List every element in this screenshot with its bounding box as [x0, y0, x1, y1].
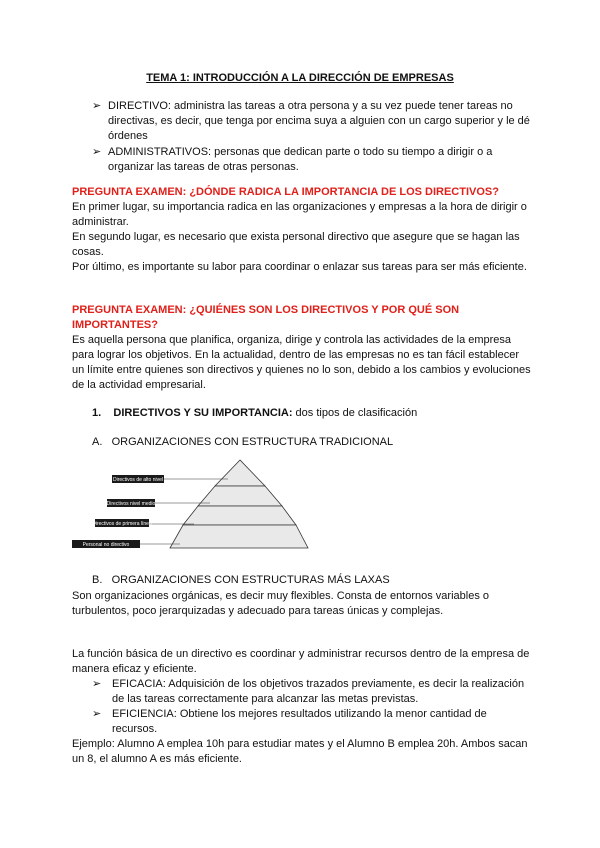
exam-question-heading: PREGUNTA EXAMEN: ¿QUIÉNES SON LOS DIRECTIVOS Y POR QUÉ SON IMPORTANTES?	[72, 304, 460, 331]
section-title-rest: dos tipos de clasificación	[292, 407, 418, 419]
bullet-eficiencia	[92, 707, 532, 737]
section-heading	[92, 407, 417, 419]
bullet-text: EFICACIA: Adquisición de los objetivos trazados previamente, es decir la realización de las tareas correctamente para alcanzar las metas previstas.	[112, 678, 525, 705]
pyramid-label: Personal no directivo	[82, 542, 130, 548]
arrow-bullet-icon: ➢	[92, 146, 102, 158]
section-number: 1.	[92, 407, 102, 419]
subsection-a	[92, 436, 393, 448]
exam-question-heading: PREGUNTA EXAMEN: ¿DÓNDE RADICA LA IMPORTANCIA DE LOS DIRECTIVOS?	[72, 186, 499, 198]
paragraph: En segundo lugar, es necesario que exista personal directivo que asegure que se hagan las cosas.	[72, 231, 520, 258]
subsection-text: ORGANIZACIONES CON ESTRUCTURA TRADICIONAL	[111, 436, 394, 448]
pyramid-level-first-line	[183, 506, 296, 525]
subsection-letter: B.	[92, 574, 103, 586]
paragraph: Es aquella persona que planifica, organiza, dirige y controla las actividades de la empresa para lograr los objetivos. En la actualidad, dentro de las empresas no es tan fácil establecer un límite entre quienes son directivos y quienes no lo son, debido a los cambios y evoluciones de la actividad empresarial.	[72, 334, 531, 391]
section-title: DIRECTIVOS Y SU IMPORTANCIA:	[113, 407, 293, 419]
pyramid-level-base	[170, 525, 308, 548]
bullet-text: ADMINISTRATIVOS: personas que dedican parte o todo su tiempo a dirigir o a organizar las tareas de otras personas.	[108, 146, 493, 173]
arrow-bullet-icon: ➢	[92, 708, 102, 720]
pyramid-level-top	[215, 460, 265, 486]
bullet-text: EFICIENCIA: Obtiene los mejores resultados utilizando la menor cantidad de recursos.	[112, 708, 487, 735]
bullet-eficacia	[92, 677, 532, 707]
paragraph: En primer lugar, su importancia radica en las organizaciones y empresas a la hora de dirigir o administrar.	[72, 201, 527, 228]
pyramid-level-middle	[198, 486, 282, 506]
bullet-directivo	[92, 99, 532, 144]
pyramid-label: Directivos de alto nivel	[112, 477, 164, 483]
subsection-b	[92, 574, 390, 586]
subsection-text: ORGANIZACIONES CON ESTRUCTURAS MÁS LAXAS	[111, 574, 390, 586]
arrow-bullet-icon: ➢	[92, 678, 102, 690]
example-paragraph: Ejemplo: Alumno A emplea 10h para estudiar mates y el Alumno B emplea 20h. Ambos sacan un 8, el alumno A es más eficiente.	[72, 738, 528, 765]
subsection-letter: A.	[92, 436, 103, 448]
paragraph: Son organizaciones orgánicas, es decir muy flexibles. Consta de entornos variables o turbulentos, poco jerarquizadas y adecuado para tareas únicas y complejas.	[72, 590, 490, 617]
pyramid-label: Directivos nivel medio	[106, 501, 156, 507]
paragraph: La función básica de un directivo es coordinar y administrar recursos dentro de la empresa de manera eficaz y eficiente.	[72, 648, 530, 675]
hierarchy-pyramid	[70, 458, 310, 558]
arrow-bullet-icon: ➢	[92, 100, 102, 112]
document-title: TEMA 1: INTRODUCCIÓN A LA DIRECCIÓN DE EMPRESAS	[146, 72, 454, 84]
pyramid-label: Directivos de primera línea	[92, 521, 152, 527]
paragraph: Por último, es importante su labor para coordinar o enlazar sus tareas para ser más eficiente.	[72, 261, 527, 273]
bullet-administrativos	[92, 145, 532, 175]
bullet-text: DIRECTIVO: administra las tareas a otra persona y a su vez puede tener tareas no directivas, es decir, que tenga por encima suya a alguien con un cargo superior y le dé órdenes	[108, 100, 530, 142]
